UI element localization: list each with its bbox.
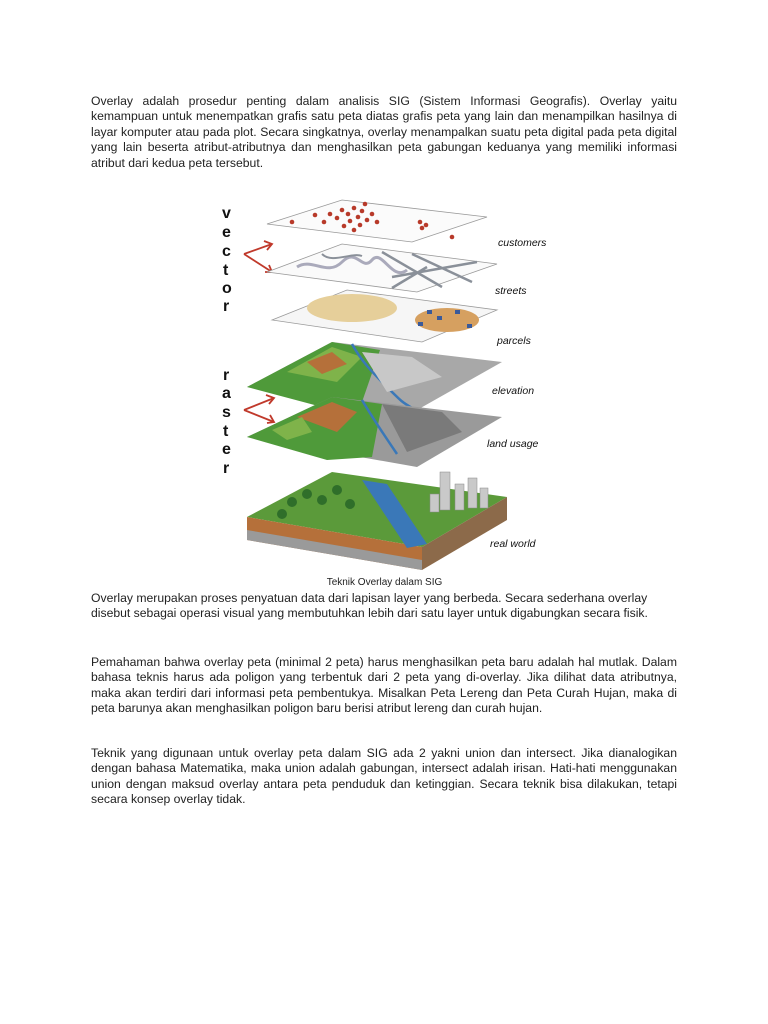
parcels-layer-label: parcels	[497, 335, 531, 347]
intro-paragraph: Overlay adalah prosedur penting dalam analisis SIG (Sistem Informasi Geografis). Overlay yaitu kemampuan untuk menempatkan grafis satu peta diatas grafis peta yang lain dan menampilkan hasilnya di layar komputer atau pada plot. Secara singkatnya, overlay menampalkan suatu peta digital pada peta digital yang lain beserta atribut-atributnya dan menghasilkan peta gabungan keduanya yang memiliki informasi atribut dari kedua peta tersebut.	[91, 94, 677, 170]
vector-arrow-icon	[244, 241, 272, 272]
raster-letter: r	[223, 460, 230, 477]
vector-letter: c	[222, 243, 231, 260]
real-world-layer-label: real world	[490, 538, 536, 550]
vector-letter: t	[223, 262, 229, 279]
vector-letter: v	[222, 205, 231, 222]
technique-paragraph: Teknik yang digunaan untuk overlay peta dalam SIG ada 2 yakni union dan intersect. Jika dianalogikan dengan bahasa Matematika, maka union adalah gabungan, intersect adalah irisan. Hati-hati menggunakan union dengan maksud overlay antara peta penduduk dan ketinggian. Secara teknik bisa dilakukan, tetapi secara konsep overlay tidak.	[91, 746, 677, 807]
raster-label	[222, 367, 231, 477]
parcels-layer	[272, 290, 497, 342]
vector-letter: e	[222, 224, 231, 241]
vector-letter: o	[222, 280, 232, 297]
requirement-paragraph: Pemahaman bahwa overlay peta (minimal 2 peta) harus menghasilkan peta baru adalah hal mutlak. Dalam bahasa teknis harus ada poligon yang terbentuk dari 2 peta yang di-overlay. Jika dilihat data atributnya, maka akan terdiri dari informasi peta pembentukya. Misalkan Peta Lereng dan Peta Curah Hujan, maka di peta barunya akan menghasilkan poligon baru berisi atribut lereng dan curah hujan.	[91, 655, 677, 716]
vector-letter: r	[223, 298, 230, 315]
raster-letter: r	[223, 367, 230, 384]
raster-letter: t	[223, 423, 229, 440]
raster-arrow-icon	[244, 395, 274, 423]
raster-letter: s	[222, 404, 231, 421]
elevation-layer-label: elevation	[492, 385, 535, 397]
streets-layer-label: streets	[495, 285, 527, 297]
customers-layer-label: customers	[498, 237, 547, 249]
definition-paragraph: Overlay merupakan proses penyatuan data dari lapisan layer yang berbeda. Secara sederhana overlay disebut sebagai operasi visual yang membutuhkan lebih dari satu layer untuk digabungkan secara fisik.	[91, 591, 648, 621]
raster-letter: a	[222, 385, 231, 402]
vector-label	[222, 205, 232, 315]
figure-caption: Teknik Overlay dalam SIG	[326, 577, 443, 588]
customers-layer	[267, 200, 487, 242]
land-usage-layer-label: land usage	[487, 438, 539, 450]
gis-overlay-figure	[212, 192, 557, 574]
land-usage-layer	[247, 397, 502, 467]
elevation-layer	[247, 342, 502, 410]
streets-layer	[267, 244, 497, 292]
real-world-layer	[247, 472, 507, 570]
raster-letter: e	[222, 441, 231, 458]
